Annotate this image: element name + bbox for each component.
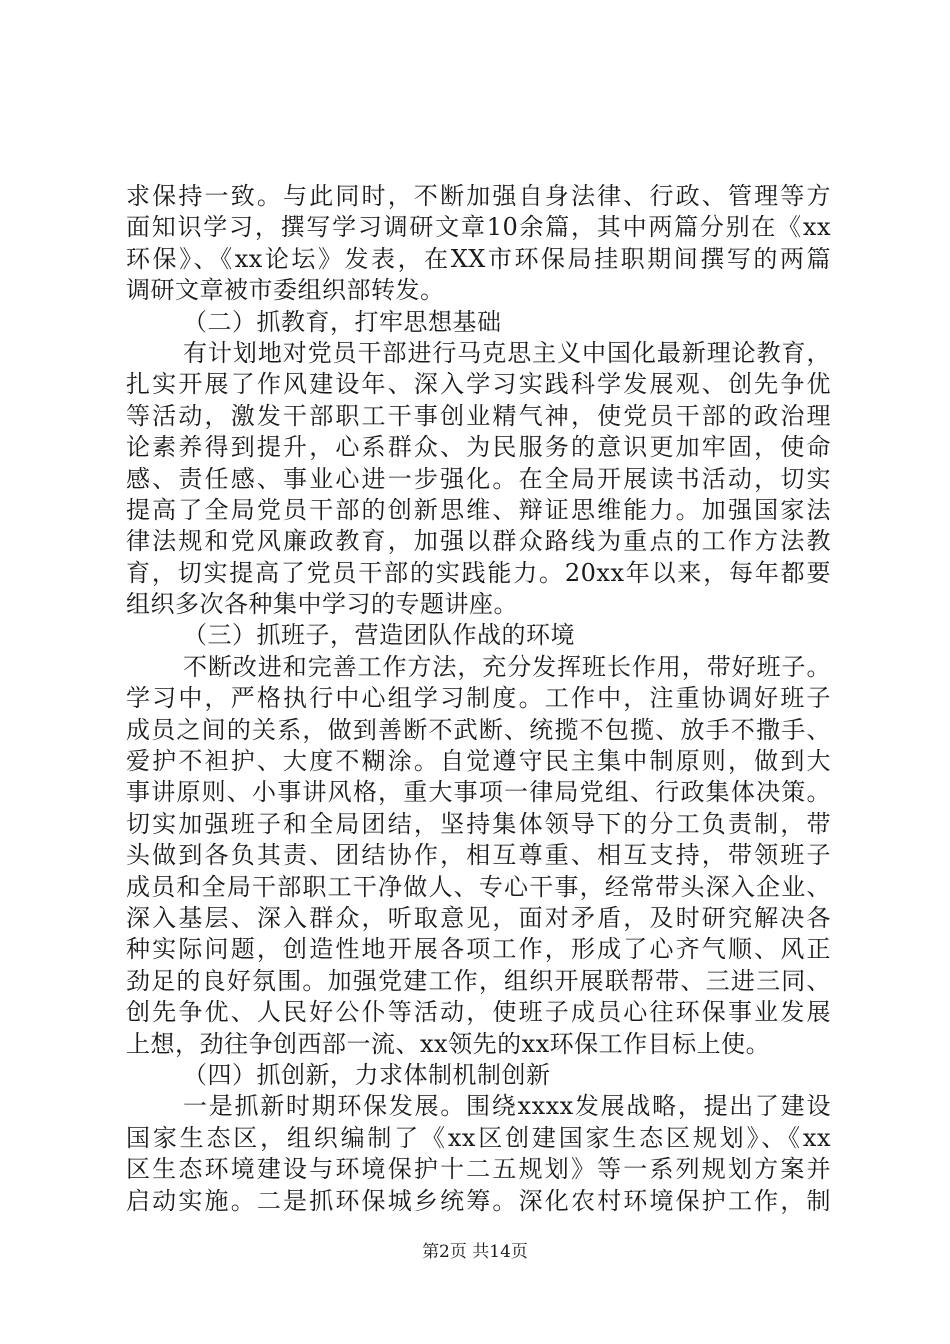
- text-line: 组织多次各种集中学习的专题讲座。: [126, 590, 518, 619]
- text-line: 成员之间的关系，做到善断不武断、统揽不包揽、放手不撒手、: [126, 715, 831, 744]
- text-line: 扎实开展了作风建设年、深入学习实践科学发展观、创先争优: [126, 370, 831, 399]
- text-line: 国家生态区，组织编制了《xx区创建国家生态区规划》、《xx: [126, 1123, 831, 1152]
- text-line: 创先争优、人民好公仆等活动，使班子成员心往环保事业发展: [126, 998, 831, 1027]
- text-line: 面知识学习，撰写学习调研文章10余篇，其中两篇分别在《xx: [126, 213, 831, 242]
- text-line: 环保》、《xx论坛》发表，在XX市环保局挂职期间撰写的两篇: [126, 244, 831, 273]
- document-body: [126, 181, 831, 1217]
- text-line: 切实加强班子和全局团结，坚持集体领导下的分工负责制，带: [126, 809, 831, 838]
- section-heading: （四）抓创新，力求体制机制创新: [183, 1060, 551, 1089]
- text-line: 爱护不袒护、大度不糊涂。自觉遵守民主集中制原则，做到大: [126, 747, 831, 776]
- text-line: 律法规和党风廉政教育，加强以群众路线为重点的工作方法教: [126, 527, 831, 556]
- page-footer: 第2页 共14页: [422, 1242, 528, 1262]
- text-line: 上想，劲往争创西部一流、xx领先的xx环保工作目标上使。: [126, 1029, 771, 1058]
- text-line: 提高了全局党员干部的创新思维、辩证思维能力。加强国家法: [126, 495, 831, 524]
- text-line: 种实际问题，创造性地开展各项工作，形成了心齐气顺、风正: [126, 935, 831, 964]
- section-heading: （二）抓教育，打牢思想基础: [183, 307, 502, 336]
- text-line: 调研文章被市委组织部转发。: [126, 276, 445, 305]
- text-line: 区生态环境建设与环境保护十二五规划》等一系列规划方案并: [126, 1155, 831, 1184]
- text-line: 感、责任感、事业心进一步强化。在全局开展读书活动，切实: [126, 464, 831, 493]
- text-line: 求保持一致。与此同时，不断加强自身法律、行政、管理等方: [126, 182, 831, 210]
- text-line: 一是抓新时期环保发展。围绕xxxx发展战略，提出了建设: [183, 1092, 831, 1121]
- text-line: 论素养得到提升，心系群众、为民服务的意识更加牢固，使命: [126, 433, 831, 462]
- text-line: 有计划地对党员干部进行马克思主义中国化最新理论教育，: [183, 338, 831, 367]
- text-line: 头做到各负其责、团结协作，相互尊重、相互支持，带领班子: [126, 841, 831, 870]
- text-line: 劲足的良好氛围。加强党建工作，组织开展联帮带、三进三同、: [126, 966, 831, 995]
- section-heading: （三）抓班子，营造团队作战的环境: [183, 621, 575, 650]
- text-line: 事讲原则、小事讲风格，重大事项一律局党组、行政集体决策。: [126, 778, 831, 807]
- text-line: 启动实施。二是抓环保城乡统筹。深化农村环境保护工作，制: [126, 1186, 831, 1215]
- text-line: 学习中，严格执行中心组学习制度。工作中，注重协调好班子: [126, 684, 831, 713]
- text-line: 育，切实提高了党员干部的实践能力。20xx年以来，每年都要: [126, 558, 831, 587]
- text-line: 深入基层、深入群众，听取意见，面对矛盾，及时研究解决各: [126, 903, 831, 932]
- text-line: 等活动，激发干部职工干事创业精气神，使党员干部的政治理: [126, 401, 831, 430]
- text-line: 不断改进和完善工作方法，充分发挥班长作用，带好班子。: [183, 652, 831, 681]
- text-line: 成员和全局干部职工干净做人、专心干事，经常带头深入企业、: [126, 872, 831, 901]
